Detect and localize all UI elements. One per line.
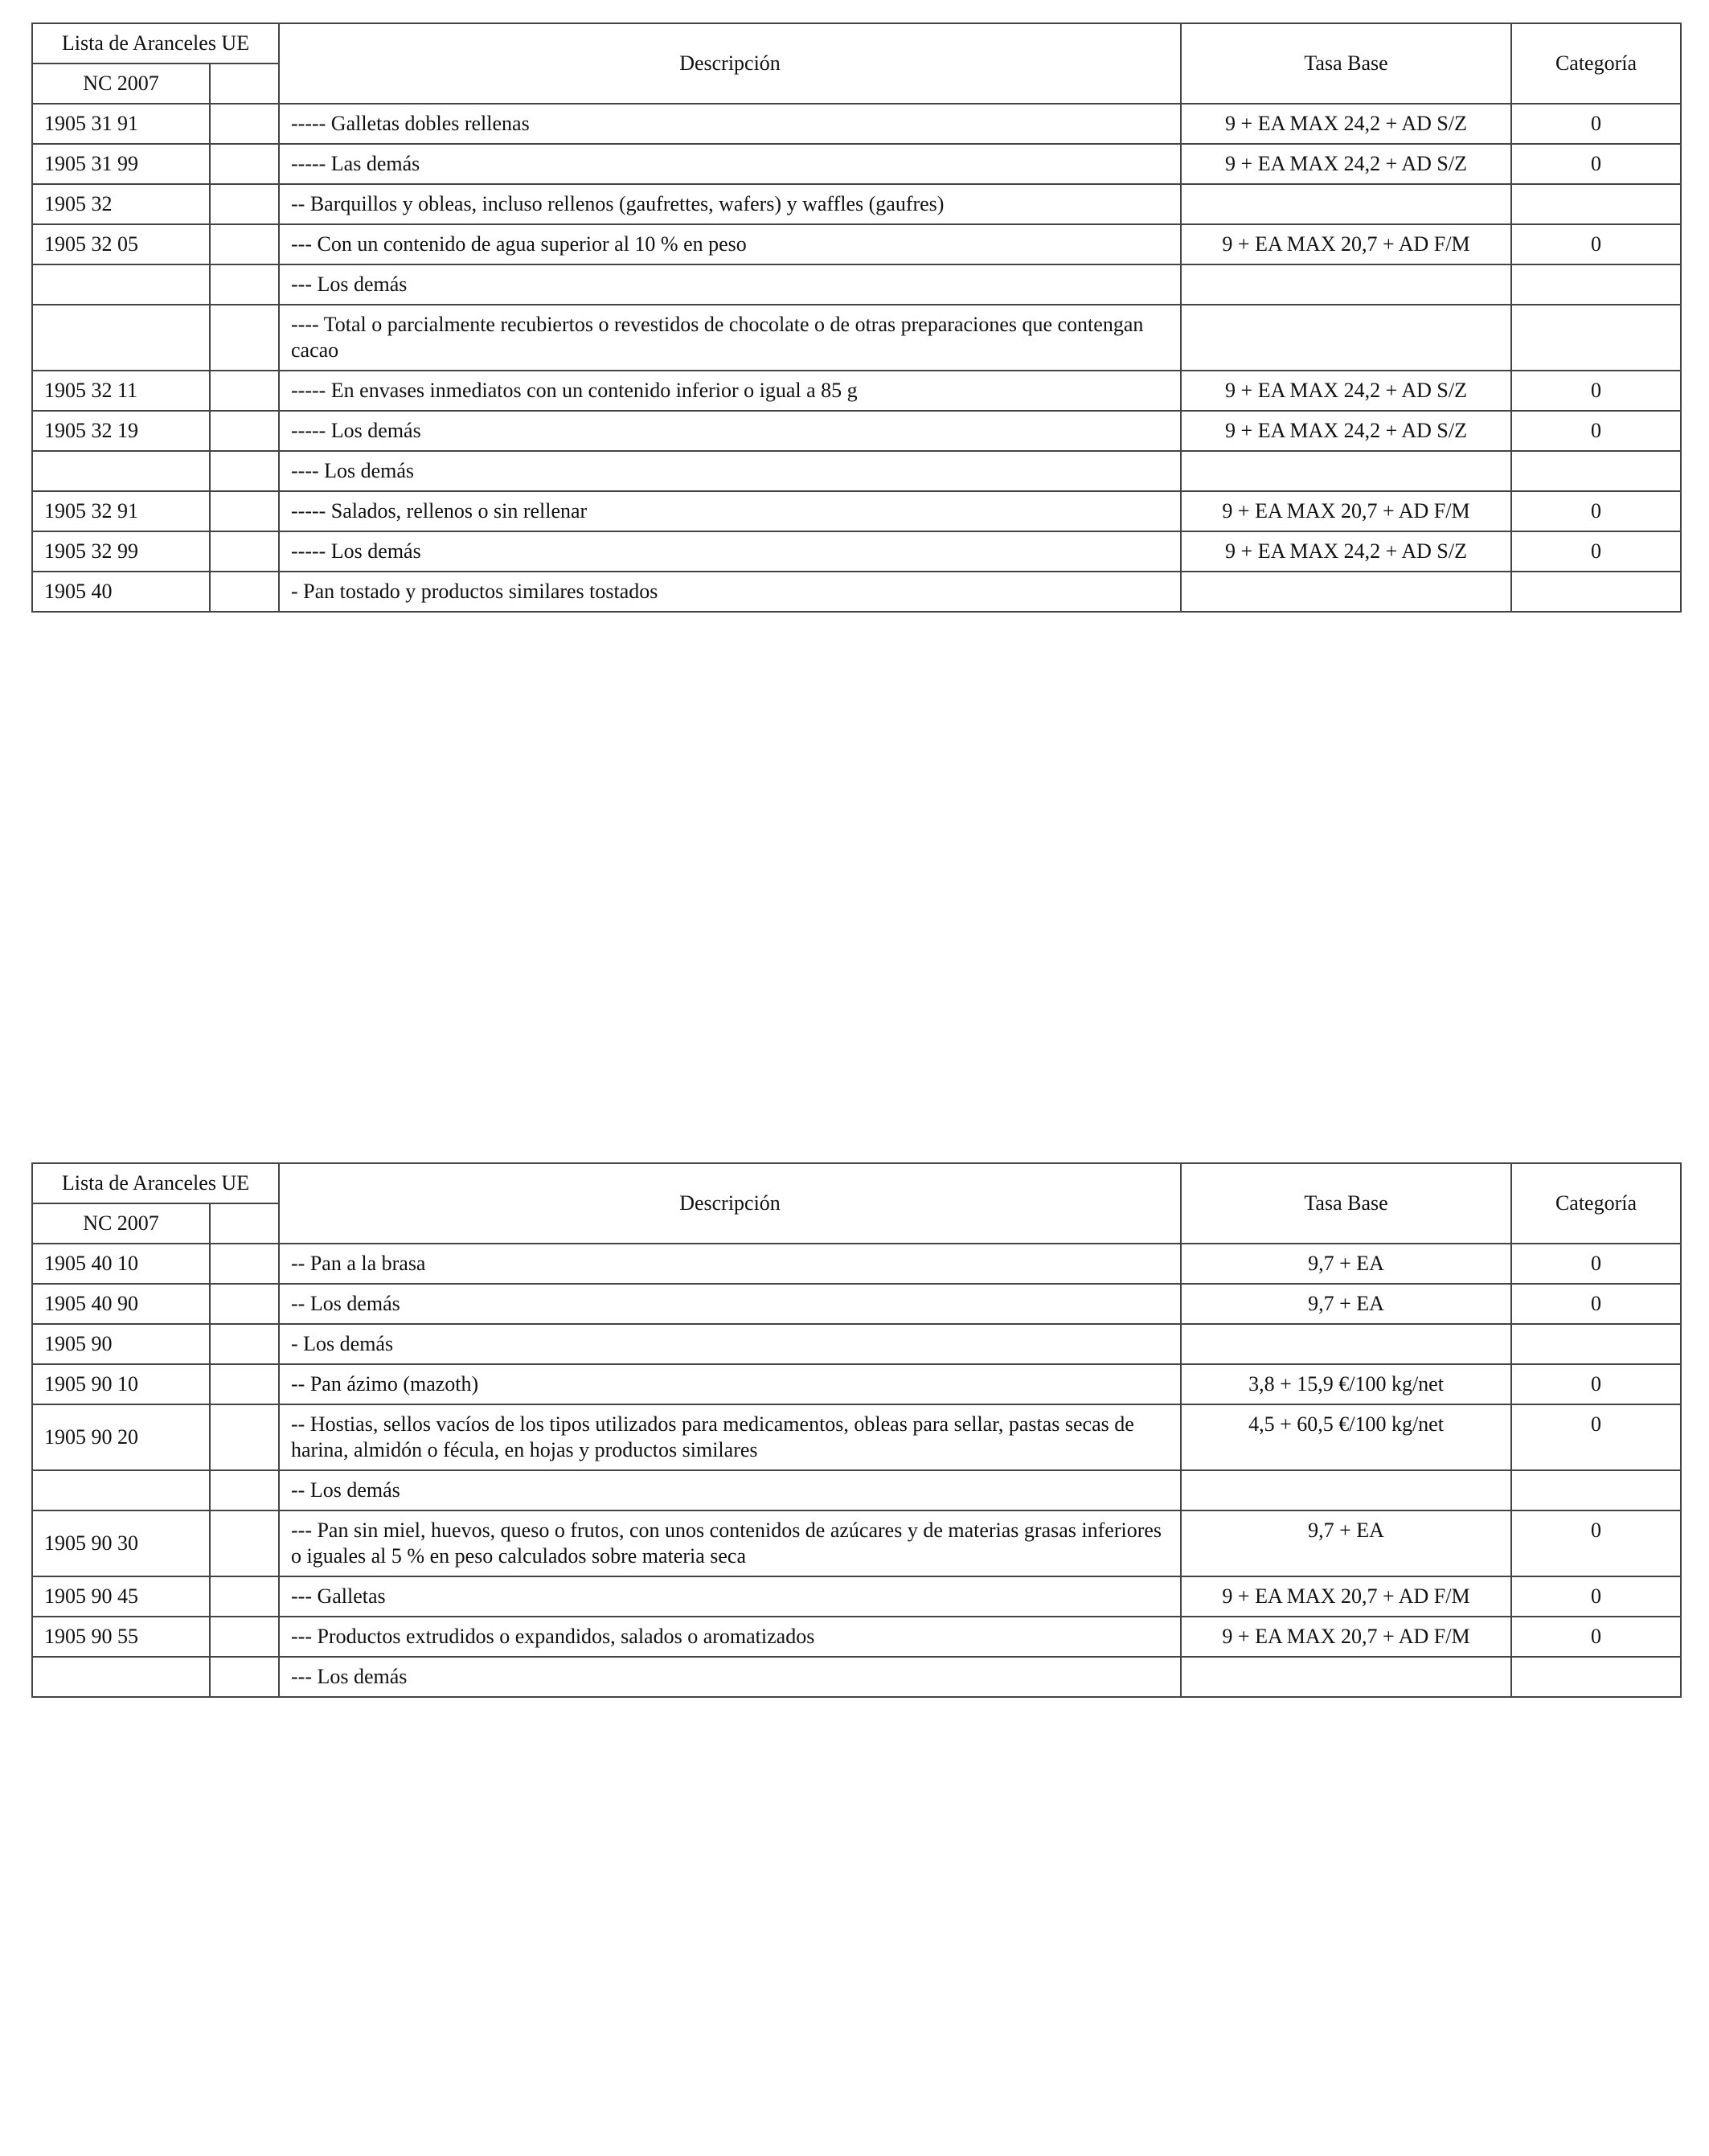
row-category: 0 <box>1511 1576 1681 1617</box>
header-empty <box>210 1203 279 1244</box>
row-empty <box>210 371 279 411</box>
row-code: 1905 31 91 <box>32 104 210 144</box>
row-empty <box>210 1617 279 1657</box>
table-row <box>32 184 1681 224</box>
tariff-table-1 <box>31 23 1682 613</box>
table-row <box>32 531 1681 572</box>
row-category: 0 <box>1511 1284 1681 1324</box>
header-list: Lista de Aranceles UE <box>32 23 279 64</box>
table-row <box>32 371 1681 411</box>
row-description: --- Galletas <box>279 1576 1181 1617</box>
row-category: 0 <box>1511 1364 1681 1404</box>
row-description: -- Pan a la brasa <box>279 1244 1181 1284</box>
row-description: -- Los demás <box>279 1470 1181 1510</box>
row-code: 1905 32 <box>32 184 210 224</box>
table-row <box>32 1324 1681 1364</box>
row-rate <box>1181 572 1511 612</box>
row-category <box>1511 264 1681 305</box>
row-rate: 4,5 + 60,5 €/100 kg/net <box>1181 1404 1511 1470</box>
row-code <box>32 1657 210 1697</box>
header-rate: Tasa Base <box>1181 1163 1511 1244</box>
row-category <box>1511 572 1681 612</box>
table-row <box>32 1284 1681 1324</box>
table-row <box>32 305 1681 371</box>
row-description: --- Productos extrudidos o expandidos, salados o aromatizados <box>279 1617 1181 1657</box>
header-nc: NC 2007 <box>32 64 210 104</box>
table-row <box>32 1244 1681 1284</box>
row-category: 0 <box>1511 1244 1681 1284</box>
row-category: 0 <box>1511 491 1681 531</box>
table-row <box>32 224 1681 264</box>
table-row <box>32 1657 1681 1697</box>
row-code: 1905 32 11 <box>32 371 210 411</box>
row-rate: 3,8 + 15,9 €/100 kg/net <box>1181 1364 1511 1404</box>
row-empty <box>210 411 279 451</box>
row-empty <box>210 264 279 305</box>
row-empty <box>210 531 279 572</box>
row-description: ---- Total o parcialmente recubiertos o revestidos de chocolate o de otras preparaciones que contengan cacao <box>279 305 1181 371</box>
row-code: 1905 32 05 <box>32 224 210 264</box>
row-category <box>1511 1657 1681 1697</box>
row-code <box>32 305 210 371</box>
row-empty <box>210 1510 279 1576</box>
header-category: Categoría <box>1511 23 1681 104</box>
row-category: 0 <box>1511 531 1681 572</box>
row-empty <box>210 1284 279 1324</box>
row-category <box>1511 184 1681 224</box>
header-description: Descripción <box>279 23 1181 104</box>
row-rate: 9,7 + EA <box>1181 1284 1511 1324</box>
row-description: ----- Galletas dobles rellenas <box>279 104 1181 144</box>
row-code: 1905 90 10 <box>32 1364 210 1404</box>
row-empty <box>210 1364 279 1404</box>
row-empty <box>210 572 279 612</box>
row-empty <box>210 451 279 491</box>
row-empty <box>210 184 279 224</box>
row-description: ----- Salados, rellenos o sin rellenar <box>279 491 1181 531</box>
table-row <box>32 264 1681 305</box>
table-row <box>32 411 1681 451</box>
row-description: --- Con un contenido de agua superior al 10 % en peso <box>279 224 1181 264</box>
row-rate: 9 + EA MAX 20,7 + AD F/M <box>1181 1617 1511 1657</box>
row-code: 1905 40 10 <box>32 1244 210 1284</box>
row-category: 0 <box>1511 371 1681 411</box>
row-description: --- Los demás <box>279 1657 1181 1697</box>
row-code <box>32 264 210 305</box>
row-rate <box>1181 1470 1511 1510</box>
row-empty <box>210 144 279 184</box>
row-empty <box>210 1470 279 1510</box>
row-description: -- Hostias, sellos vacíos de los tipos utilizados para medicamentos, obleas para sellar, pastas secas de harina, almidón o fécula, en hojas y productos similares <box>279 1404 1181 1470</box>
table-row <box>32 104 1681 144</box>
header-empty <box>210 64 279 104</box>
row-description: -- Los demás <box>279 1284 1181 1324</box>
row-empty <box>210 1244 279 1284</box>
row-description: -- Pan ázimo (mazoth) <box>279 1364 1181 1404</box>
row-description: - Pan tostado y productos similares tostados <box>279 572 1181 612</box>
row-category <box>1511 1470 1681 1510</box>
row-empty <box>210 1657 279 1697</box>
row-empty <box>210 1404 279 1470</box>
header-rate: Tasa Base <box>1181 23 1511 104</box>
row-description: ----- Los demás <box>279 531 1181 572</box>
row-category <box>1511 305 1681 371</box>
row-description: ----- En envases inmediatos con un contenido inferior o igual a 85 g <box>279 371 1181 411</box>
row-description: ---- Los demás <box>279 451 1181 491</box>
row-rate: 9,7 + EA <box>1181 1510 1511 1576</box>
row-code <box>32 451 210 491</box>
row-code: 1905 32 99 <box>32 531 210 572</box>
row-description: --- Pan sin miel, huevos, queso o frutos, con unos contenidos de azúcares y de materias grasas inferiores o iguales al 5 % en peso calculados sobre materia seca <box>279 1510 1181 1576</box>
row-code: 1905 32 91 <box>32 491 210 531</box>
row-rate <box>1181 451 1511 491</box>
table-row <box>32 1576 1681 1617</box>
row-empty <box>210 1576 279 1617</box>
row-rate: 9 + EA MAX 20,7 + AD F/M <box>1181 491 1511 531</box>
row-rate: 9 + EA MAX 20,7 + AD F/M <box>1181 224 1511 264</box>
row-category: 0 <box>1511 1510 1681 1576</box>
row-rate: 9 + EA MAX 24,2 + AD S/Z <box>1181 104 1511 144</box>
header-list: Lista de Aranceles UE <box>32 1163 279 1203</box>
row-empty <box>210 305 279 371</box>
row-category: 0 <box>1511 1617 1681 1657</box>
table-row <box>32 1364 1681 1404</box>
row-code <box>32 1470 210 1510</box>
table-row <box>32 1510 1681 1576</box>
row-rate: 9 + EA MAX 24,2 + AD S/Z <box>1181 531 1511 572</box>
row-code: 1905 90 <box>32 1324 210 1364</box>
row-rate: 9 + EA MAX 24,2 + AD S/Z <box>1181 371 1511 411</box>
row-code: 1905 90 55 <box>32 1617 210 1657</box>
row-description: -- Barquillos y obleas, incluso rellenos (gaufrettes, wafers) y waffles (gaufres) <box>279 184 1181 224</box>
row-code: 1905 32 19 <box>32 411 210 451</box>
row-empty <box>210 224 279 264</box>
row-rate: 9 + EA MAX 24,2 + AD S/Z <box>1181 144 1511 184</box>
row-rate: 9,7 + EA <box>1181 1244 1511 1284</box>
row-rate <box>1181 264 1511 305</box>
table-row <box>32 572 1681 612</box>
row-description: --- Los demás <box>279 264 1181 305</box>
header-category: Categoría <box>1511 1163 1681 1244</box>
row-empty <box>210 1324 279 1364</box>
table-row <box>32 451 1681 491</box>
row-rate <box>1181 305 1511 371</box>
row-code: 1905 40 90 <box>32 1284 210 1324</box>
row-rate: 9 + EA MAX 20,7 + AD F/M <box>1181 1576 1511 1617</box>
row-category: 0 <box>1511 104 1681 144</box>
row-rate <box>1181 1324 1511 1364</box>
row-empty <box>210 104 279 144</box>
row-category: 0 <box>1511 411 1681 451</box>
row-category <box>1511 1324 1681 1364</box>
row-description: ----- Los demás <box>279 411 1181 451</box>
row-code: 1905 31 99 <box>32 144 210 184</box>
row-category <box>1511 451 1681 491</box>
row-category: 0 <box>1511 144 1681 184</box>
row-rate: 9 + EA MAX 24,2 + AD S/Z <box>1181 411 1511 451</box>
table-row <box>32 144 1681 184</box>
header-nc: NC 2007 <box>32 1203 210 1244</box>
row-description: ----- Las demás <box>279 144 1181 184</box>
header-description: Descripción <box>279 1163 1181 1244</box>
tariff-table-2 <box>31 1162 1682 1698</box>
row-rate <box>1181 1657 1511 1697</box>
row-category: 0 <box>1511 224 1681 264</box>
row-description: - Los demás <box>279 1324 1181 1364</box>
table-row <box>32 491 1681 531</box>
row-code: 1905 90 45 <box>32 1576 210 1617</box>
row-code: 1905 90 20 <box>32 1404 210 1470</box>
table-row <box>32 1470 1681 1510</box>
row-category: 0 <box>1511 1404 1681 1470</box>
row-rate <box>1181 184 1511 224</box>
row-code: 1905 40 <box>32 572 210 612</box>
row-empty <box>210 491 279 531</box>
table-row <box>32 1617 1681 1657</box>
table-row <box>32 1404 1681 1470</box>
row-code: 1905 90 30 <box>32 1510 210 1576</box>
